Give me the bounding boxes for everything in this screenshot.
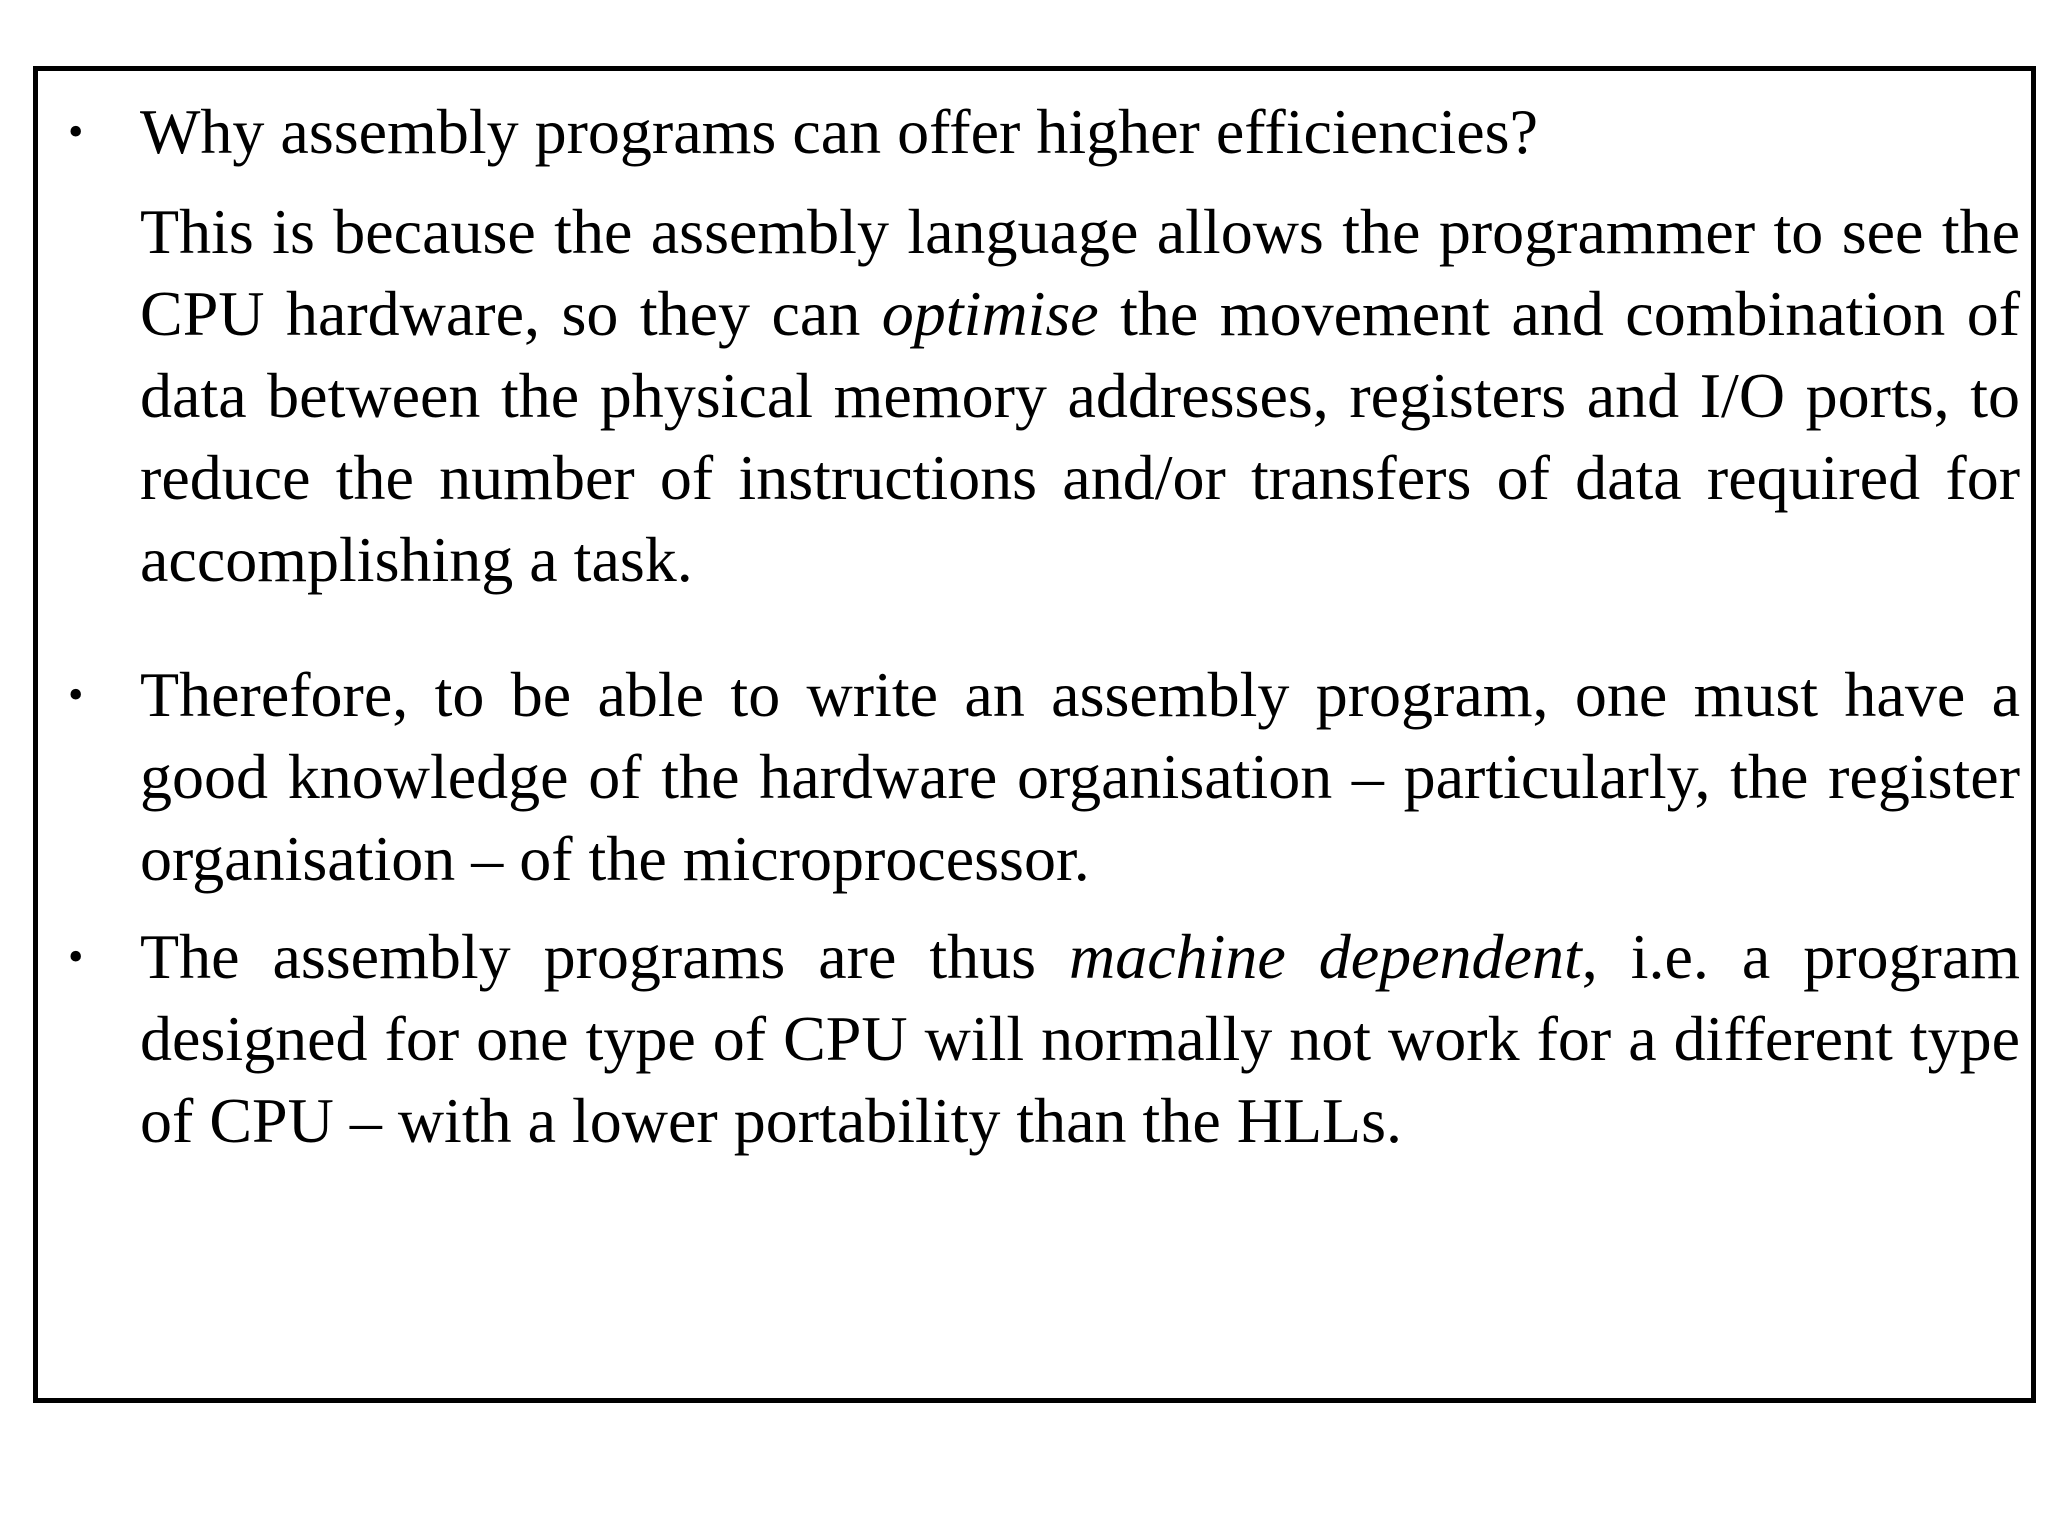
bullet-marker: • — [68, 107, 84, 156]
slide-frame — [33, 66, 2036, 1403]
paragraph-text-end: , i.e. a program designed for one type of CPU will normally not work for a different type of CPU – with a lower portability than the HLLs. — [140, 921, 2021, 1156]
bullet-explanation — [140, 191, 2020, 601]
bullet-marker: • — [68, 670, 84, 719]
paragraph-text-start: The assembly programs are thus — [140, 921, 1069, 992]
explanation-text-start: This is because the assembly language allows the programmer to see the CPU hardware, so they can — [140, 196, 2020, 349]
bullet-question: Why assembly programs can offer higher efficiencies? — [140, 96, 1538, 167]
explanation-emphasis: optimise — [881, 278, 1099, 349]
explanation-text-end: the movement and combination of data between the physical memory addresses, registers and I/O ports, to reduce the number of instructions and/or transfers of data required for accomplishing a task. — [140, 278, 2020, 595]
bullet-marker: • — [68, 932, 84, 981]
paragraph-emphasis: machine dependent — [1068, 921, 1582, 992]
bullet-paragraph: Therefore, to be able to write an assembly program, one must have a good knowledge of the hardware organisation – particularly, the register organisation – of the microprocessor. — [140, 659, 2020, 894]
bullet-paragraph — [140, 916, 2020, 1162]
